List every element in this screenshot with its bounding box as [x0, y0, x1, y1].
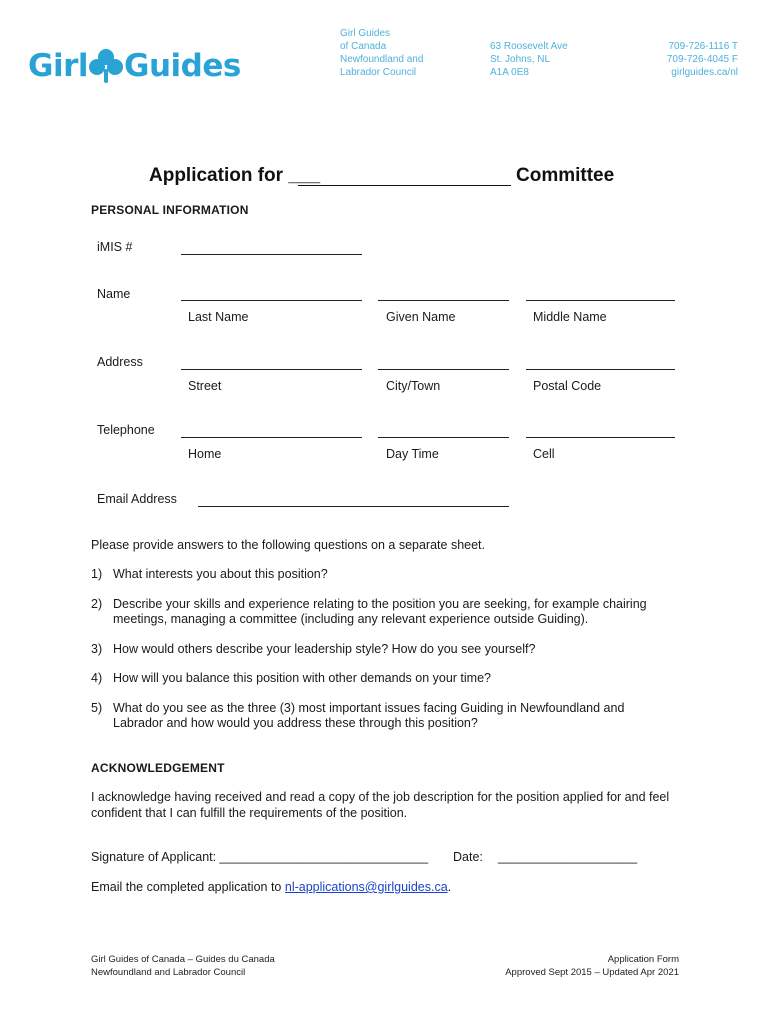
address-line: 63 Roosevelt Ave [490, 41, 568, 52]
email-label: Email Address [97, 492, 177, 506]
question-text: What do you see as the three (3) most important issues facing Guiding in Newfoundland and Labrador and how would you address these through this position? [113, 700, 625, 730]
home-phone-caption: Home [188, 447, 222, 461]
committee-name-field[interactable] [298, 165, 511, 186]
given-name-caption: Given Name [386, 310, 456, 324]
question-list [91, 567, 691, 732]
contact-block [667, 40, 738, 79]
given-name-field[interactable] [378, 300, 509, 301]
acknowledgement-heading: ACKNOWLEDGEMENT [91, 761, 225, 775]
logo-text-right: Guides [124, 48, 241, 84]
street-caption: Street [188, 379, 222, 393]
logo-text-left: Girl [28, 48, 88, 84]
daytime-phone-caption: Day Time [386, 447, 439, 461]
question-number: 2) [91, 596, 103, 611]
question-number: 1) [91, 567, 103, 581]
imis-field[interactable] [181, 254, 362, 255]
cell-phone-field[interactable] [526, 437, 675, 438]
email-instructions-suffix: . [447, 880, 452, 894]
city-field[interactable] [378, 369, 509, 370]
question-item [91, 567, 691, 583]
telephone-label: Telephone [97, 423, 155, 437]
phone-line: 709-726-1116 T [668, 41, 738, 52]
footer-council-line: Newfoundland and Labrador Council [91, 966, 246, 978]
signature-field[interactable]: Signature of Applicant: ______________________________ [91, 850, 429, 864]
org-line: of Canada [340, 41, 387, 52]
street-field[interactable] [181, 369, 362, 370]
acknowledgement-text: I acknowledge having received and read a copy of the job description for the position applied for and feel confident that I can fulfill the requirements of the position. [91, 790, 670, 820]
girl-guides-logo [28, 44, 241, 88]
postal-code-field[interactable] [526, 369, 675, 370]
footer-form-name: Application Form [607, 954, 679, 965]
middle-name-field[interactable] [526, 300, 675, 301]
question-text: How would others describe your leadership style? How do you see yourself? [113, 641, 536, 656]
address-line: A1A 0E8 [490, 67, 529, 78]
form-title-left: Application for ___ [149, 165, 321, 186]
section-personal-heading: PERSONAL INFORMATION [91, 203, 249, 217]
question-number: 4) [91, 671, 103, 685]
email-instructions [91, 880, 451, 896]
city-caption: City/Town [386, 379, 441, 393]
footer-right [505, 954, 679, 979]
email-field[interactable] [198, 506, 509, 507]
address-label: Address [97, 355, 143, 369]
date-label: Date: [453, 850, 483, 864]
address-line: St. Johns, NL [490, 54, 551, 65]
home-phone-field[interactable] [181, 437, 362, 438]
org-name-block [340, 27, 423, 79]
question-text: How will you balance this position with other demands on your time? [113, 671, 491, 685]
question-item [91, 701, 691, 732]
footer-org-line: Girl Guides of Canada – Guides du Canada [91, 954, 275, 965]
last-name-caption: Last Name [188, 310, 249, 324]
question-item [91, 642, 691, 658]
question-item [91, 671, 691, 687]
name-label: Name [97, 287, 131, 301]
footer-version-line: Approved Sept 2015 – Updated Apr 2021 [505, 966, 679, 978]
question-number: 5) [91, 700, 103, 715]
date-field[interactable]: ____________________ [498, 850, 638, 864]
question-number: 3) [91, 641, 103, 656]
address-block [490, 40, 568, 79]
imis-label: iMIS # [97, 240, 133, 254]
website-link[interactable]: girlguides.ca/nl [671, 67, 738, 78]
middle-name-caption: Middle Name [533, 310, 607, 324]
org-line: Labrador Council [340, 67, 417, 78]
trefoil-icon [89, 47, 123, 85]
fax-line: 709-726-4045 F [666, 54, 738, 65]
org-line: Girl Guides [340, 28, 391, 39]
daytime-phone-field[interactable] [378, 437, 509, 438]
footer-left [91, 954, 275, 979]
question-text: What interests you about this position? [113, 567, 328, 581]
questions-intro: Please provide answers to the following questions on a separate sheet. [91, 538, 485, 552]
email-instructions-prefix: Email the completed application to [91, 880, 285, 894]
last-name-field[interactable] [181, 300, 362, 301]
question-text: Describe your skills and experience relating to the position you are seeking, for example chairing meetings, managing a committee (including any relevant experience outside Guiding). [113, 596, 647, 626]
org-line: Newfoundland and [340, 54, 424, 65]
form-title-right: Committee [516, 165, 615, 186]
cell-phone-caption: Cell [533, 447, 555, 461]
question-item [91, 597, 691, 628]
postal-code-caption: Postal Code [533, 379, 602, 393]
submission-email-link[interactable]: nl-applications@girlguides.ca [284, 880, 448, 894]
